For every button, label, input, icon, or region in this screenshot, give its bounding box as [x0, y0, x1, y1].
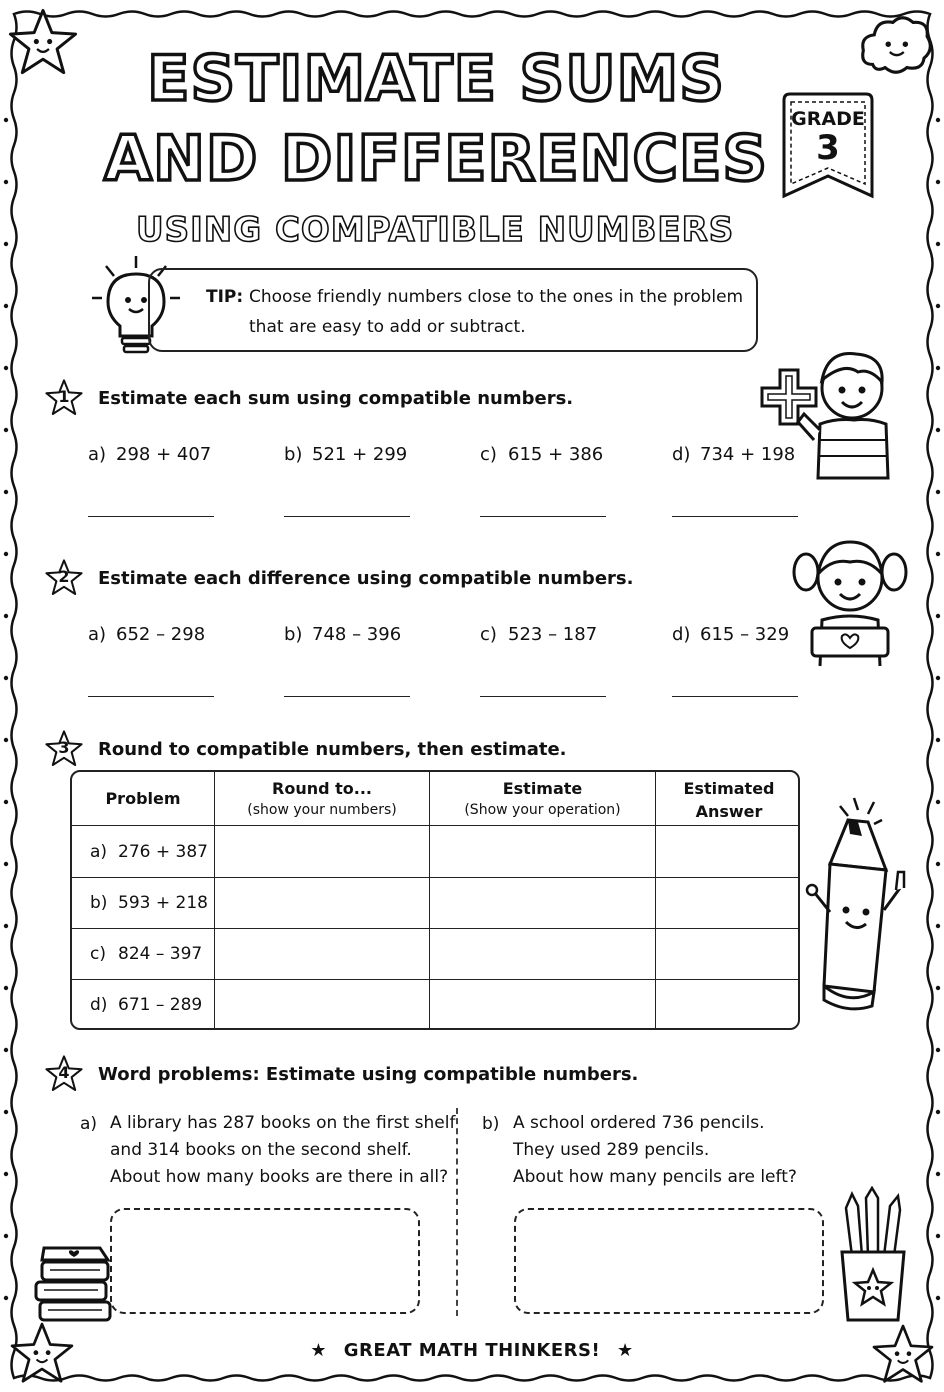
border-dot	[936, 180, 940, 184]
grade-number: 3	[816, 128, 840, 168]
difference-answer-line-a[interactable]	[88, 696, 214, 697]
border-dot	[4, 1048, 8, 1052]
table-row-divider	[72, 979, 800, 980]
border-dot	[4, 180, 8, 184]
tip-label: TIP:	[206, 287, 244, 307]
border-dot	[4, 800, 8, 804]
tip-box	[148, 268, 758, 352]
word-problem-b-label: b)	[482, 1114, 500, 1134]
sum-problem-b: b) 521 + 299	[284, 444, 408, 465]
estimate-cell-a[interactable]	[431, 827, 654, 876]
word-problem-divider	[456, 1108, 458, 1316]
section-4-number: 4	[58, 1063, 70, 1082]
border-dot	[4, 242, 8, 246]
difference-answer-line-b[interactable]	[284, 696, 410, 697]
border-dot	[936, 614, 940, 618]
table-row-divider	[72, 825, 800, 826]
border-dot	[4, 676, 8, 680]
table-header-round-to: Round to...	[272, 779, 372, 798]
table-header-round-to-sub: (show your numbers)	[247, 802, 397, 818]
border-dot	[936, 800, 940, 804]
table-header-estimate-sub: (Show your operation)	[464, 802, 621, 818]
star-icon: ★	[617, 1340, 634, 1361]
border-dot	[4, 552, 8, 556]
corner-star-icon	[6, 6, 80, 80]
table-row-problem-d: d) 671 – 289	[90, 995, 203, 1015]
answer-cell-b[interactable]	[657, 879, 800, 927]
border-dot	[4, 862, 8, 866]
word-problem-b-answer-box[interactable]	[514, 1208, 824, 1314]
difference-problem-b: b) 748 – 396	[284, 624, 402, 645]
tip-text-line-1: Choose friendly numbers close to the ones in the problem	[249, 287, 744, 307]
sum-answer-line-d[interactable]	[672, 516, 798, 517]
border-dot	[936, 676, 940, 680]
girl-with-sign-illustration	[790, 528, 910, 668]
star-icon: ★	[310, 1340, 327, 1361]
page-subtitle: USING COMPATIBLE NUMBERS	[136, 210, 735, 250]
boy-with-plus-illustration	[758, 340, 898, 480]
section-3-heading: Round to compatible numbers, then estimate.	[98, 739, 567, 760]
border-dot	[4, 1110, 8, 1114]
section-3-number: 3	[58, 738, 70, 757]
border-dot	[4, 614, 8, 618]
round-to-cell-a[interactable]	[216, 827, 428, 876]
border-dot	[936, 1296, 940, 1300]
round-to-cell-c[interactable]	[216, 930, 428, 978]
estimate-cell-d[interactable]	[431, 981, 654, 1030]
border-dot	[4, 118, 8, 122]
word-problem-a-text: A library has 287 books on the first shelf and 314 books on the second shelf. About how many books are there in all?	[110, 1113, 456, 1187]
section-2-number: 2	[58, 567, 70, 586]
difference-problem-d: d) 615 – 329	[672, 624, 790, 645]
border-dot	[936, 986, 940, 990]
round-to-cell-d[interactable]	[216, 981, 428, 1030]
border-dot	[936, 1048, 940, 1052]
table-row-divider	[72, 877, 800, 878]
table-header-answer: Answer	[695, 802, 763, 821]
pencil-character-icon	[804, 792, 914, 1012]
table-header-problem: Problem	[105, 789, 181, 808]
sum-answer-line-a[interactable]	[88, 516, 214, 517]
word-problem-b-text: A school ordered 736 pencils. They used 289 pencils. About how many pencils are left?	[513, 1113, 797, 1187]
table-header-estimate: Estimate	[502, 779, 583, 798]
table-row-problem-c: c) 824 – 397	[90, 944, 203, 964]
border-dot	[936, 242, 940, 246]
border-dot	[4, 304, 8, 308]
border-dot	[936, 924, 940, 928]
border-dot	[4, 986, 8, 990]
table-header-estimated: Estimated	[683, 779, 775, 798]
section-2-heading: Estimate each difference using compatible numbers.	[98, 568, 634, 589]
sum-problem-c: c) 615 + 386	[480, 444, 604, 465]
border-dot	[936, 862, 940, 866]
table-row-divider	[72, 928, 800, 929]
difference-answer-line-c[interactable]	[480, 696, 606, 697]
border-dot	[936, 366, 940, 370]
section-1-number: 1	[58, 387, 70, 406]
pencil-cup-icon	[836, 1186, 910, 1324]
difference-answer-line-d[interactable]	[672, 696, 798, 697]
sum-answer-line-b[interactable]	[284, 516, 410, 517]
border-dot	[936, 552, 940, 556]
table-row-problem-a: a) 276 + 387	[90, 842, 208, 862]
border-dot	[4, 428, 8, 432]
border-dot	[4, 1172, 8, 1176]
sum-problem-d: d) 734 + 198	[672, 444, 796, 465]
book-stack-icon	[34, 1240, 114, 1326]
section-4-heading: Word problems: Estimate using compatible numbers.	[98, 1064, 639, 1085]
rounding-table	[70, 770, 800, 1030]
border-dot	[4, 924, 8, 928]
page-title-line-1: ESTIMATE SUMS	[147, 42, 725, 115]
estimate-cell-b[interactable]	[431, 879, 654, 927]
border-dot	[936, 1110, 940, 1114]
border-dot	[936, 1234, 940, 1238]
border-dot	[936, 1172, 940, 1176]
border-dot	[4, 490, 8, 494]
border-dot	[936, 304, 940, 308]
page-title-line-2: AND DIFFERENCES	[103, 122, 768, 195]
border-dot	[936, 490, 940, 494]
border-dot	[936, 428, 940, 432]
round-to-cell-b[interactable]	[216, 879, 428, 927]
tip-text-line-2: that are easy to add or subtract.	[249, 317, 526, 337]
difference-problem-a: a) 652 – 298	[88, 624, 206, 645]
grade-label: GRADE	[791, 108, 865, 130]
border-dot	[4, 366, 8, 370]
estimate-cell-c[interactable]	[431, 930, 654, 978]
sum-answer-line-c[interactable]	[480, 516, 606, 517]
word-problem-a-label: a)	[80, 1114, 98, 1134]
answer-cell-a[interactable]	[657, 827, 800, 876]
border-dot	[936, 118, 940, 122]
corner-cloud-icon	[856, 10, 936, 80]
footer-banner	[0, 1340, 944, 1361]
sum-problem-a: a) 298 + 407	[88, 444, 212, 465]
border-dot	[4, 1234, 8, 1238]
difference-problem-c: c) 523 – 187	[480, 624, 598, 645]
section-1-heading: Estimate each sum using compatible numbers.	[98, 388, 574, 409]
footer-text: GREAT MATH THINKERS!	[343, 1340, 601, 1361]
border-dot	[4, 1296, 8, 1300]
table-row-problem-b: b) 593 + 218	[90, 893, 208, 913]
border-dot	[4, 738, 8, 742]
word-problem-a-answer-box[interactable]	[110, 1208, 420, 1314]
border-dot	[936, 738, 940, 742]
answer-cell-c[interactable]	[657, 930, 800, 978]
answer-cell-d[interactable]	[657, 981, 800, 1030]
